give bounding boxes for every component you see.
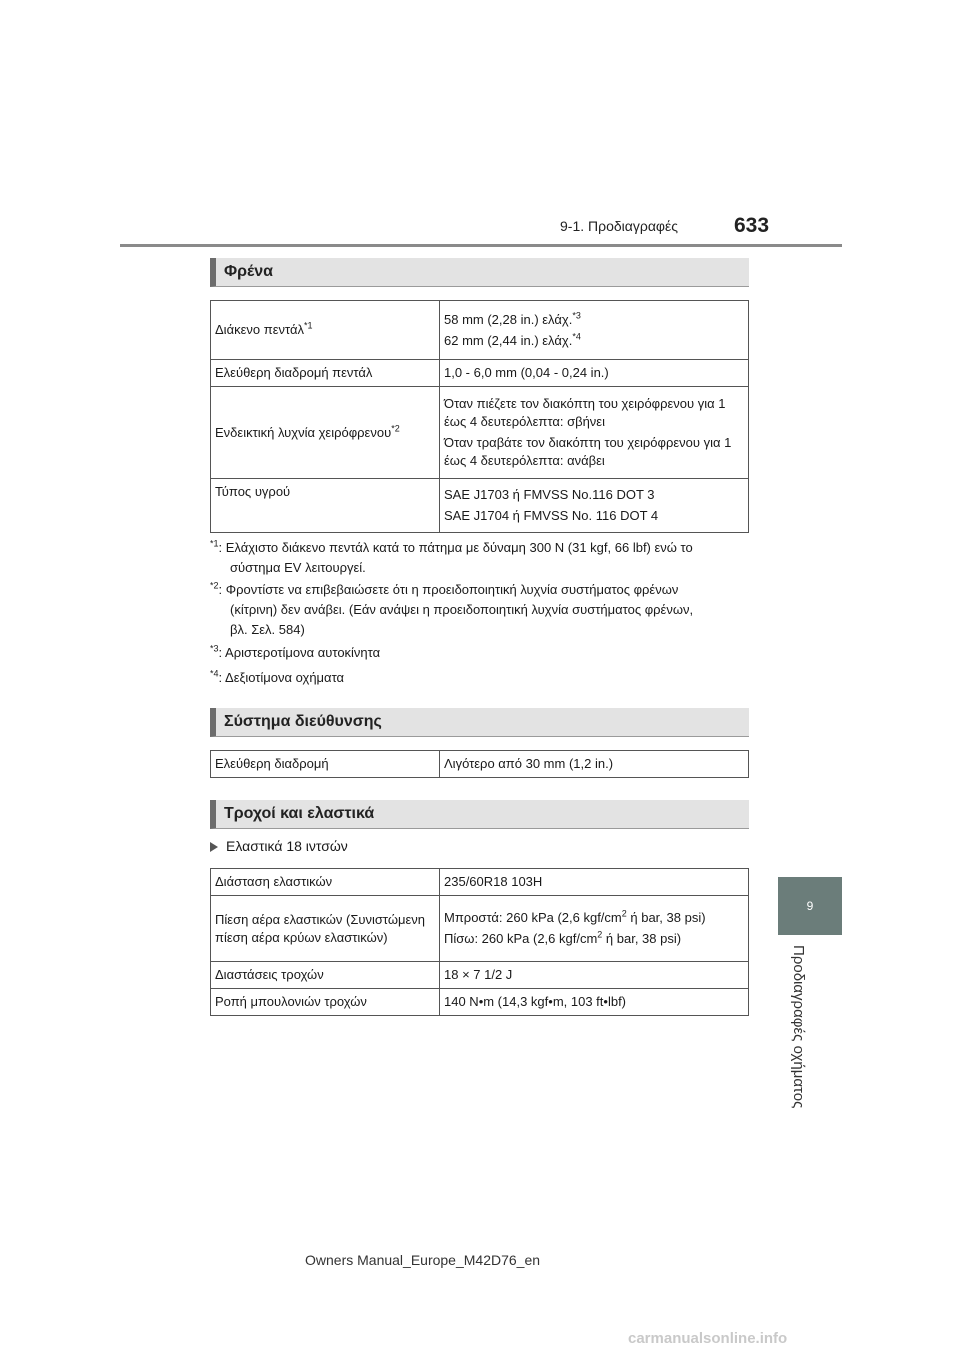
table-cell: 235/60R18 103H — [440, 869, 749, 896]
footnote-4: $^{*4}$: Δεξιοτίμονα οχήματα — [210, 668, 345, 685]
table-cell: Λιγότερο από 30 mm (1,2 in.) — [440, 751, 749, 778]
steering-table — [210, 750, 749, 778]
table-cell: 18 × 7 1/2 J — [440, 962, 749, 989]
brakes-section-bar — [210, 258, 749, 287]
brakes-title: Φρένα — [224, 263, 273, 280]
table-row — [211, 301, 749, 360]
wheels-title: Τροχοί και ελαστικά — [224, 805, 375, 822]
footnote-3: $^{*3}$: Αριστεροτίμονα αυτοκίνητα — [210, 643, 381, 660]
table-cell: Τύπος υγρού — [211, 479, 440, 533]
table-row — [211, 387, 749, 479]
table-cell: 140 N•m (14,3 kgf•m, 103 ft•lbf) — [440, 989, 749, 1016]
table-row — [211, 869, 749, 896]
wheels-section-bar — [210, 800, 749, 829]
table-cell: Διαστάσεις τροχών — [211, 962, 440, 989]
table-row — [211, 360, 749, 387]
table-row — [211, 989, 749, 1016]
table-cell: Ενδεικτική λυχνία χειρόφρενου$^{*2}$ — [211, 387, 440, 479]
table-cell: 58 mm (2,28 in.) ελάχ.$^{*3}$ 62 mm (2,44 in.) ελάχ.$^{*4}$ — [440, 301, 749, 360]
wheels-table — [210, 868, 749, 1016]
table-cell: Ελεύθερη διαδρομή — [211, 751, 440, 778]
steering-section-bar — [210, 708, 749, 737]
brakes-table — [210, 300, 749, 533]
table-row — [211, 962, 749, 989]
page-number: 633 — [734, 214, 770, 237]
table-cell: Ροπή μπουλονιών τροχών — [211, 989, 440, 1016]
table-cell: Διάσταση ελαστικών — [211, 869, 440, 896]
table-cell: Μπροστά: 260 kPa (2,6 kgf/$cm^2$ ή bar, 38 psi) Πίσω: 260 kPa (2,6 kgf/$cm^2$ ή bar, 38 psi) — [440, 896, 749, 962]
table-cell: Όταν πιέζετε τον διακόπτη του χειρόφρενου για 1 έως 4 δευτερόλεπτα: σβήνει Όταν τραβάτε τον διακόπτη του χειρόφρενου για 1 έως 4 δευτερόλεπτα: ανάβει — [440, 387, 749, 479]
chapter-number: 9 — [806, 899, 814, 913]
table-row — [211, 896, 749, 962]
footer-text: Owners Manual_Europe_M42D76_en — [305, 1252, 541, 1268]
table-cell: 1,0 - 6,0 mm (0,04 - 0,24 in.) — [440, 360, 749, 387]
table-cell: Διάκενο πεντάλ$^{*1}$ — [211, 301, 440, 360]
triangle-bullet-icon — [210, 842, 218, 852]
steering-title: Σύστημα διεύθυνσης — [224, 713, 382, 730]
table-row — [211, 479, 749, 533]
section-heading: 9-1. Προδιαγραφές — [560, 218, 678, 234]
chapter-title: Προδιαγραφές οχήματος — [790, 945, 807, 1109]
table-cell: SAE J1703 ή FMVSS No.116 DOT 3 SAE J1704 ή FMVSS No. 116 DOT 4 — [440, 479, 749, 533]
table-row — [211, 751, 749, 778]
header-rule — [120, 244, 842, 247]
watermark: carmanualsonline.info — [628, 1330, 788, 1347]
footnote-2: $^{*2}$: Φροντίστε να επιβεβαιώσετε ότι η προειδοποιητική λυχνία συστήματος φρένων (κίτρινη) δεν ανάβει. (Εάν ανάψει η προειδοποιητική λυχνία συστήματος φρένων, βλ. Σελ. 584) — [210, 580, 694, 637]
footnote-1: $^{*1}$: Ελάχιστο διάκενο πεντάλ κατά το πάτημα με δύναμη 300 N (31 kgf, 66 lbf) ενώ το σύστημα EV λειτουργεί. — [210, 538, 693, 575]
chapter-tab — [778, 877, 842, 935]
table-cell: Ελεύθερη διαδρομή πεντάλ — [211, 360, 440, 387]
tire-subheading: Ελαστικά 18 ιντσών — [210, 838, 348, 854]
table-cell: Πίεση αέρα ελαστικών (Συνιστώμενη πίεση αέρα κρύων ελαστικών) — [211, 896, 440, 962]
